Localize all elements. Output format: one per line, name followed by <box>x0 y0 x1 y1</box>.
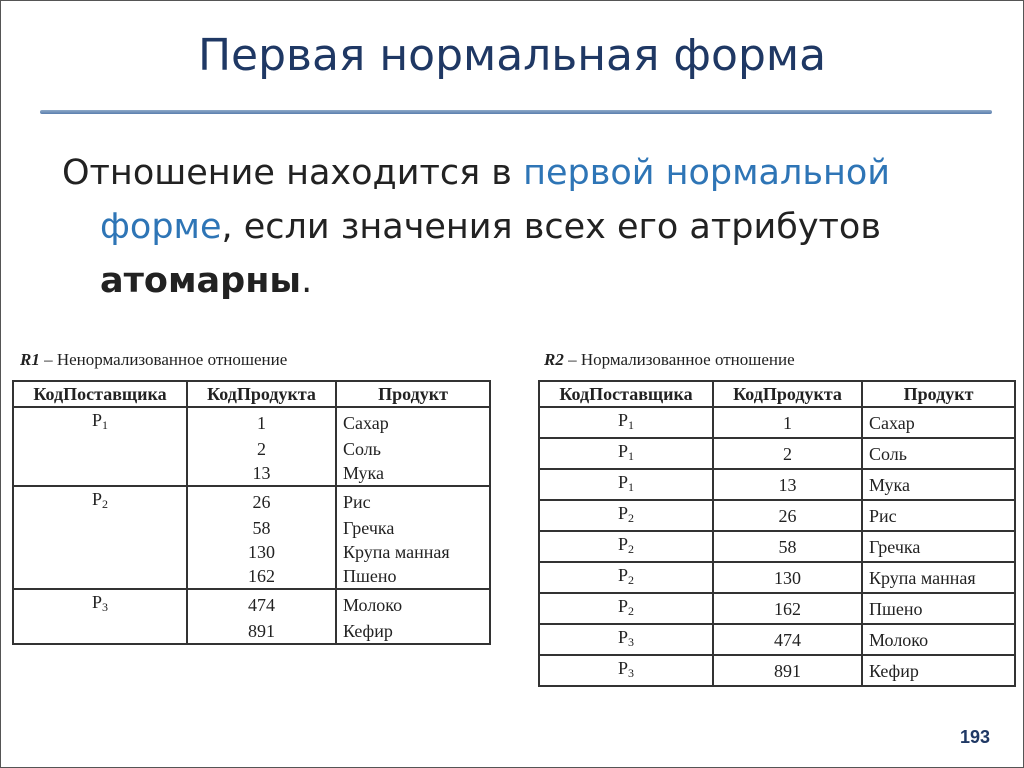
table-row <box>13 407 490 437</box>
slide-title: Первая нормальная форма <box>197 30 827 81</box>
product-code-cell <box>187 564 336 589</box>
supplier-cell <box>13 540 187 564</box>
column-header: КодПоставщика <box>13 381 187 407</box>
supplier-subscript: 1 <box>628 449 634 463</box>
product-code-cell <box>713 655 862 686</box>
product-code-cell <box>713 562 862 593</box>
table-row <box>539 531 1015 562</box>
supplier-subscript: 1 <box>102 418 108 432</box>
body-text: Отношение находится в <box>62 153 524 193</box>
definition-text <box>62 146 962 308</box>
product-code-cell-text: 474 <box>774 629 801 650</box>
product-code-cell-text: 891 <box>248 621 275 641</box>
product-name-cell-text: Соль <box>869 443 907 464</box>
r1-caption-text: – Ненормализованное отношение <box>39 350 288 369</box>
supplier-cell <box>13 516 187 540</box>
table-row <box>539 438 1015 469</box>
table-row <box>539 469 1015 500</box>
product-name-cell-text: Пшено <box>343 566 397 586</box>
product-code-cell <box>713 593 862 624</box>
product-code-cell-text: 130 <box>248 542 275 562</box>
product-code-cell <box>187 540 336 564</box>
body-text: , если значения всех его атрибутов <box>221 207 881 247</box>
product-name-cell-text: Кефир <box>343 621 393 641</box>
product-name-cell <box>862 624 1015 655</box>
column-header: Продукт <box>862 381 1015 407</box>
product-code-cell-text: 26 <box>778 505 797 526</box>
supplier-cell <box>539 407 713 438</box>
supplier-cell <box>13 486 187 516</box>
supplier-text: P <box>617 410 628 430</box>
product-code-cell-text: 474 <box>248 594 275 615</box>
page-number: 193 <box>959 727 990 747</box>
supplier-cell <box>13 589 187 619</box>
supplier-text: P <box>617 534 628 554</box>
supplier-cell <box>13 461 187 486</box>
supplier-text: P <box>617 503 628 523</box>
product-name-cell <box>336 461 490 486</box>
product-name-cell <box>862 407 1015 438</box>
product-name-cell-text: Рис <box>869 505 897 526</box>
product-code-cell-text: 162 <box>774 598 801 619</box>
table-row <box>13 486 490 516</box>
r2-caption <box>544 350 795 370</box>
product-code-cell-text: 13 <box>252 463 271 483</box>
product-name-cell-text: Молоко <box>869 629 929 650</box>
product-code-cell-text: 2 <box>783 443 792 464</box>
highlight-term: форме <box>100 207 222 247</box>
product-code-cell <box>187 516 336 540</box>
table-row <box>539 500 1015 531</box>
column-header: КодПоставщика <box>539 381 713 407</box>
supplier-text: P <box>91 410 102 430</box>
supplier-cell <box>539 531 713 562</box>
product-name-cell <box>862 469 1015 500</box>
supplier-cell <box>539 562 713 593</box>
table-row <box>539 562 1015 593</box>
body-text: . <box>301 261 313 301</box>
product-name-cell-text: Мука <box>343 463 385 483</box>
product-name-cell-text: Пшено <box>869 598 923 619</box>
supplier-text: P <box>617 472 628 492</box>
product-code-cell <box>713 500 862 531</box>
product-name-cell <box>336 619 490 644</box>
supplier-cell <box>539 469 713 500</box>
supplier-cell <box>13 407 187 437</box>
supplier-cell <box>539 438 713 469</box>
supplier-cell <box>539 655 713 686</box>
product-name-cell <box>336 589 490 619</box>
supplier-text: P <box>91 489 102 509</box>
supplier-subscript: 3 <box>102 600 108 614</box>
supplier-cell <box>13 619 187 644</box>
supplier-subscript: 3 <box>628 666 634 680</box>
r2-name: R2 <box>544 350 564 369</box>
product-name-cell-text: Сахар <box>343 412 389 433</box>
supplier-subscript: 2 <box>628 604 634 618</box>
product-name-cell <box>336 407 490 437</box>
product-code-cell <box>713 624 862 655</box>
supplier-text: P <box>617 441 628 461</box>
product-code-cell-text: 1 <box>783 412 792 433</box>
table-row <box>539 624 1015 655</box>
product-code-cell-text: 891 <box>774 660 801 681</box>
product-code-cell-text: 130 <box>774 567 801 588</box>
product-name-cell <box>862 562 1015 593</box>
highlight-term: первой нормальной <box>523 153 891 193</box>
product-name-cell-text: Рис <box>343 491 371 512</box>
product-code-cell <box>187 589 336 619</box>
product-name-cell <box>336 486 490 516</box>
column-header: КодПродукта <box>713 381 862 407</box>
supplier-subscript: 2 <box>628 511 634 525</box>
product-name-cell <box>862 500 1015 531</box>
r2-caption-text: – Нормализованное отношение <box>563 350 795 369</box>
bold-term: атомарны <box>100 261 302 301</box>
product-code-cell-text: 1 <box>257 412 266 433</box>
supplier-cell <box>539 593 713 624</box>
product-code-cell-text: 13 <box>778 474 797 495</box>
product-code-cell <box>187 486 336 516</box>
supplier-subscript: 3 <box>628 635 634 649</box>
supplier-cell <box>539 500 713 531</box>
product-name-cell <box>336 516 490 540</box>
product-name-cell-text: Кефир <box>869 660 919 681</box>
supplier-subscript: 2 <box>628 542 634 556</box>
r2-table <box>538 380 1016 687</box>
product-code-cell-text: 58 <box>778 536 797 557</box>
r1-table <box>12 380 491 645</box>
column-header: КодПродукта <box>187 381 336 407</box>
table-row <box>539 593 1015 624</box>
supplier-cell <box>13 564 187 589</box>
product-code-cell <box>187 461 336 486</box>
product-name-cell-text: Крупа манная <box>343 542 450 562</box>
column-header: Продукт <box>336 381 490 407</box>
table-row <box>13 516 490 540</box>
product-code-cell <box>713 469 862 500</box>
supplier-text: P <box>617 627 628 647</box>
supplier-subscript: 1 <box>628 418 634 432</box>
product-name-cell <box>862 438 1015 469</box>
table-row <box>13 540 490 564</box>
supplier-subscript: 1 <box>628 480 634 494</box>
product-name-cell-text: Молоко <box>343 594 403 615</box>
table-row <box>13 437 490 461</box>
supplier-text: P <box>617 658 628 678</box>
supplier-subscript: 2 <box>628 573 634 587</box>
product-name-cell-text: Гречка <box>869 536 921 557</box>
product-name-cell <box>862 655 1015 686</box>
supplier-text: P <box>91 592 102 612</box>
product-code-cell-text: 26 <box>252 491 271 512</box>
product-code-cell <box>713 531 862 562</box>
supplier-text: P <box>617 596 628 616</box>
title-divider <box>40 110 992 114</box>
product-code-cell <box>187 407 336 437</box>
supplier-cell <box>13 437 187 461</box>
supplier-subscript: 2 <box>102 497 108 511</box>
product-name-cell <box>336 437 490 461</box>
product-code-cell <box>187 437 336 461</box>
table-row <box>13 619 490 644</box>
product-name-cell-text: Сахар <box>869 412 915 433</box>
product-name-cell <box>862 593 1015 624</box>
r1-name: R1 <box>20 350 40 369</box>
product-code-cell-text: 58 <box>252 518 271 538</box>
table-row <box>13 461 490 486</box>
product-code-cell-text: 2 <box>257 439 266 459</box>
product-name-cell-text: Соль <box>343 439 381 459</box>
product-name-cell-text: Крупа манная <box>869 567 976 588</box>
product-name-cell <box>862 531 1015 562</box>
supplier-cell <box>539 624 713 655</box>
product-code-cell-text: 162 <box>248 566 275 586</box>
r1-caption <box>20 350 287 370</box>
product-name-cell-text: Мука <box>869 474 911 495</box>
product-name-cell <box>336 540 490 564</box>
table-row <box>13 564 490 589</box>
product-name-cell-text: Гречка <box>343 518 395 538</box>
product-code-cell <box>713 407 862 438</box>
table-row <box>13 589 490 619</box>
product-name-cell <box>336 564 490 589</box>
product-code-cell <box>713 438 862 469</box>
table-row <box>539 655 1015 686</box>
table-row <box>539 407 1015 438</box>
product-code-cell <box>187 619 336 644</box>
supplier-text: P <box>617 565 628 585</box>
